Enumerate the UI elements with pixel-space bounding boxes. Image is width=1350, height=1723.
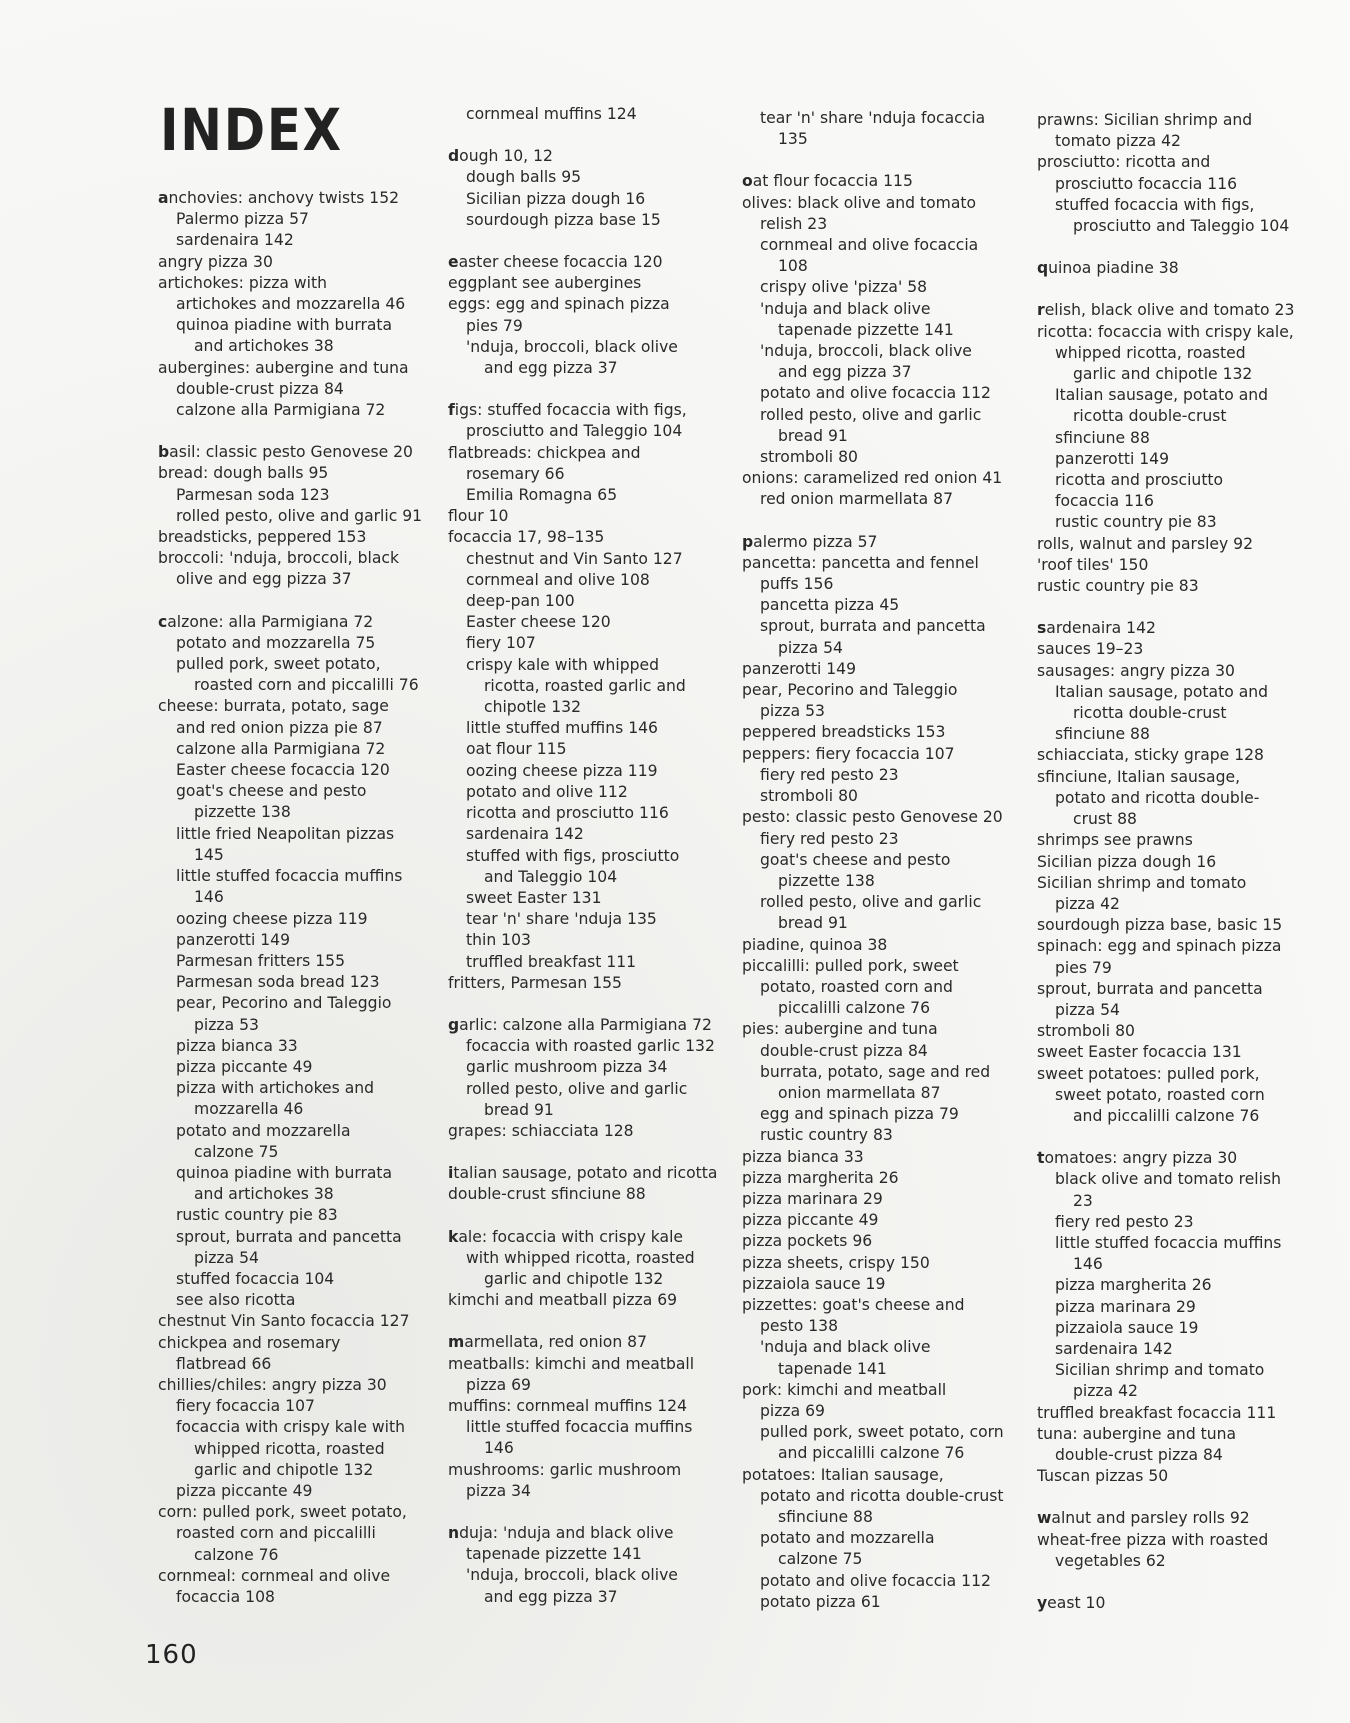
index-subentry: mozzarella 46: [194, 1100, 304, 1119]
index-subentry: calzone alla Parmigiana 72: [176, 401, 386, 420]
index-subentry: ricotta and prosciutto 116: [466, 804, 669, 823]
index-entry: rustic country pie 83: [1037, 577, 1199, 596]
index-subentry: crust 88: [1073, 810, 1137, 829]
index-subentry: rolled pesto, olive and garlic: [760, 405, 982, 424]
index-entry: mushrooms: garlic mushroom: [448, 1460, 682, 1479]
index-subentry: rolled pesto, olive and garlic: [466, 1079, 688, 1098]
index-subentry: 'nduja, broccoli, black olive: [466, 1566, 678, 1585]
index-subentry: tear 'n' share 'nduja 135: [466, 910, 657, 929]
index-subentry: pizza 42: [1073, 1382, 1138, 1401]
index-subentry: 135: [778, 130, 808, 149]
index-entry: corn: pulled pork, sweet potato,: [158, 1503, 407, 1522]
page-title: INDEX: [160, 96, 343, 164]
index-entry: pizza marinara 29: [742, 1189, 883, 1208]
index-subentry: oozing cheese pizza 119: [466, 761, 658, 780]
index-subentry: sfinciune 88: [778, 1508, 873, 1526]
index-entry: sardenaira 142: [1037, 619, 1156, 638]
section-gap: [448, 994, 728, 1015]
index-subentry: Parmesan fritters 155: [176, 951, 346, 970]
index-subentry: rolled pesto, olive and garlic: [760, 893, 982, 912]
section-gap: [158, 421, 438, 442]
index-entry: prosciutto: ricotta and: [1037, 153, 1211, 172]
index-subentry: olive and egg pizza 37: [176, 570, 352, 589]
index-entry: pizza margherita 26: [742, 1168, 899, 1187]
index-entry: focaccia 17, 98–135: [448, 528, 605, 547]
index-subentry: Easter cheese focaccia 120: [176, 761, 390, 780]
index-subentry: rosemary 66: [466, 464, 565, 483]
index-subentry: potato and ricotta double-crust: [760, 1486, 1004, 1505]
index-subentry: crispy kale with whipped: [466, 655, 660, 674]
index-entry: dough 10, 12: [448, 147, 553, 166]
index-entry: Sicilian pizza dough 16: [1037, 852, 1217, 871]
section-gap: [1037, 1127, 1317, 1148]
index-subentry: rustic country 83: [760, 1126, 893, 1145]
index-entry: pies: aubergine and tuna: [742, 1020, 938, 1039]
index-entry: sprout, burrata and pancetta: [1037, 979, 1263, 998]
index-subentry: sardenaira 142: [1055, 1339, 1173, 1358]
index-subentry: burrata, potato, sage and red: [760, 1062, 991, 1081]
index-entry: prawns: Sicilian shrimp and: [1037, 111, 1253, 129]
index-subentry: Easter cheese 120: [466, 613, 611, 632]
index-subentry: sardenaira 142: [466, 825, 584, 844]
index-subentry: garlic and chipotle 132: [484, 1269, 664, 1288]
index-subentry: oozing cheese pizza 119: [176, 909, 368, 928]
index-subentry: rolled pesto, olive and garlic 91: [176, 506, 423, 525]
index-subentry: tomato pizza 42: [1055, 132, 1181, 151]
index-subentry: rustic country pie 83: [176, 1206, 338, 1225]
index-subentry: pizza piccante 49: [176, 1481, 313, 1500]
index-subentry: potato and mozzarella: [176, 1121, 351, 1140]
index-entry: pork: kimchi and meatball: [742, 1380, 947, 1399]
index-subentry: pesto 138: [760, 1317, 838, 1336]
index-subentry: pizza 53: [194, 1015, 259, 1034]
index-subentry: garlic and chipotle 132: [1073, 365, 1253, 384]
index-subentry: pizza with artichokes and: [176, 1079, 375, 1098]
index-subentry: pizza 42: [1055, 894, 1120, 913]
index-entry: basil: classic pesto Genovese 20: [158, 443, 413, 462]
index-entry: sfinciune, Italian sausage,: [1037, 767, 1241, 786]
index-subentry: goat's cheese and pesto: [176, 782, 367, 801]
index-entry: grapes: schiacciata 128: [448, 1121, 634, 1140]
section-gap: [448, 1206, 728, 1227]
index-subentry: piccalilli calzone 76: [778, 999, 931, 1018]
index-entry: breadsticks, peppered 153: [158, 528, 367, 547]
index-subentry: pancetta pizza 45: [760, 596, 900, 615]
index-subentry: pies 79: [1055, 958, 1112, 977]
index-subentry: fiery red pesto 23: [1055, 1212, 1194, 1231]
index-entry: shrimps see prawns: [1037, 831, 1193, 850]
index-entry: quinoa piadine 38: [1037, 259, 1179, 278]
index-subentry: ricotta, roasted garlic and: [484, 676, 686, 695]
index-subentry: 146: [194, 888, 224, 907]
index-entry: sweet Easter focaccia 131: [1037, 1043, 1242, 1062]
index-subentry: vegetables 62: [1055, 1551, 1166, 1570]
index-subentry: little stuffed focaccia muffins: [1055, 1233, 1282, 1252]
index-entry: marmellata, red onion 87: [448, 1333, 648, 1352]
index-subentry: roasted corn and piccalilli: [176, 1524, 376, 1543]
index-entry: yeast 10: [1037, 1594, 1106, 1612]
section-gap: [1037, 597, 1317, 618]
index-subentry: sprout, burrata and pancetta: [760, 617, 986, 636]
index-subentry: Italian sausage, potato and: [1055, 682, 1269, 701]
index-subentry: pizzette 138: [778, 871, 875, 890]
index-entry: pizza piccante 49: [742, 1211, 879, 1230]
index-entry: Sicilian shrimp and tomato: [1037, 873, 1247, 892]
index-subentry: tapenade 141: [778, 1359, 887, 1378]
index-entry: pear, Pecorino and Taleggio: [742, 681, 958, 700]
index-subentry: Parmesan soda bread 123: [176, 973, 380, 992]
index-entry: rolls, walnut and parsley 92: [1037, 534, 1254, 553]
index-subentry: calzone 76: [194, 1545, 279, 1564]
index-entry: double-crust sfinciune 88: [448, 1185, 646, 1204]
index-subentry: pizza 54: [194, 1248, 259, 1267]
index-entry: pizza bianca 33: [742, 1147, 864, 1166]
index-subentry: potato and olive focaccia 112: [760, 384, 991, 403]
section-gap: [448, 1502, 728, 1523]
index-subentry: double-crust pizza 84: [760, 1041, 928, 1060]
index-entry: eggs: egg and spinach pizza: [448, 295, 670, 314]
section-gap: [1037, 237, 1317, 258]
index-entry: olives: black olive and tomato: [742, 193, 977, 212]
index-subentry: double-crust pizza 84: [1055, 1445, 1223, 1464]
section-gap: [448, 125, 728, 146]
index-subentry: cornmeal and olive focaccia: [760, 236, 979, 255]
index-entry: nduja: 'nduja and black olive: [448, 1523, 674, 1542]
index-subentry: stuffed focaccia with figs,: [1055, 195, 1255, 214]
index-subentry: pizza marinara 29: [1055, 1297, 1196, 1316]
index-subentry: cornmeal muffins 124: [466, 105, 637, 123]
index-subentry: sfinciune 88: [1055, 428, 1150, 447]
index-entry: palermo pizza 57: [742, 532, 878, 551]
index-entry: stromboli 80: [1037, 1022, 1135, 1041]
index-subentry: quinoa piadine with burrata: [176, 1163, 393, 1182]
index-subentry: focaccia 116: [1055, 492, 1154, 511]
index-entry: peppers: fiery focaccia 107: [742, 744, 955, 763]
index-subentry: potato and mozzarella 75: [176, 633, 376, 652]
index-entry: muffins: cornmeal muffins 124: [448, 1396, 688, 1415]
index-subentry: potato and ricotta double-: [1055, 788, 1260, 807]
section-gap: [1037, 1572, 1317, 1593]
index-entry: sauces 19–23: [1037, 640, 1144, 659]
index-subentry: stromboli 80: [760, 448, 858, 467]
index-entry: sourdough pizza base, basic 15: [1037, 916, 1283, 935]
page-number: 160: [145, 1640, 198, 1670]
index-entry: spinach: egg and spinach pizza: [1037, 937, 1282, 956]
index-subentry: deep-pan 100: [466, 592, 575, 611]
index-subentry: quinoa piadine with burrata: [176, 316, 393, 335]
index-subentry: and piccalilli calzone 76: [778, 1444, 965, 1463]
index-subentry: whipped ricotta, roasted: [194, 1439, 385, 1458]
index-subentry: 23: [1073, 1191, 1093, 1210]
index-entry: flour 10: [448, 507, 509, 526]
index-entry: schiacciata, sticky grape 128: [1037, 746, 1264, 765]
index-subentry: pizzaiola sauce 19: [1055, 1318, 1199, 1337]
index-entry: pizzettes: goat's cheese and: [742, 1295, 965, 1314]
index-subentry: Parmesan soda 123: [176, 485, 330, 504]
index-entry: flatbreads: chickpea and: [448, 443, 641, 462]
index-subentry: sprout, burrata and pancetta: [176, 1227, 402, 1246]
index-subentry: 'nduja and black olive: [760, 299, 931, 318]
index-subentry: and egg pizza 37: [778, 363, 912, 382]
index-subentry: pizzette 138: [194, 803, 291, 822]
index-entry: pizza pockets 96: [742, 1232, 873, 1251]
index-entry: artichokes: pizza with: [158, 273, 328, 292]
index-entry: pizzaiola sauce 19: [742, 1274, 886, 1293]
index-subentry: egg and spinach pizza 79: [760, 1105, 959, 1124]
index-subentry: 'nduja and black olive: [760, 1338, 931, 1357]
index-entry: italian sausage, potato and ricotta: [448, 1164, 718, 1183]
index-subentry: tear 'n' share 'nduja focaccia: [760, 109, 986, 127]
index-subentry: calzone 75: [778, 1550, 863, 1569]
index-column-1: [158, 188, 438, 1608]
index-entry: ricotta: focaccia with crispy kale,: [1037, 322, 1294, 341]
index-entry: potatoes: Italian sausage,: [742, 1465, 944, 1484]
index-subentry: ricotta double-crust: [1073, 704, 1227, 723]
index-entry: chickpea and rosemary: [158, 1333, 341, 1352]
index-subentry: pizza 54: [1055, 1000, 1120, 1019]
index-entry: aubergines: aubergine and tuna: [158, 358, 409, 377]
index-entry: tomatoes: angry pizza 30: [1037, 1149, 1238, 1168]
index-subentry: bread 91: [484, 1100, 554, 1119]
section-gap: [448, 1142, 728, 1163]
index-subentry: little stuffed focaccia muffins: [176, 867, 403, 886]
index-subentry: whipped ricotta, roasted: [1055, 343, 1246, 362]
index-entry: pesto: classic pesto Genovese 20: [742, 808, 1003, 827]
index-column-3: [742, 108, 1022, 1613]
index-subentry: garlic mushroom pizza 34: [466, 1058, 668, 1077]
index-subentry: 145: [194, 845, 224, 864]
section-gap: [742, 150, 1022, 171]
index-subentry: pizza 54: [778, 638, 843, 657]
index-subentry: dough balls 95: [466, 168, 582, 187]
section-gap: [448, 231, 728, 252]
section-gap: [448, 379, 728, 400]
index-subentry: 'nduja, broccoli, black olive: [466, 337, 678, 356]
index-subentry: sweet Easter 131: [466, 888, 602, 907]
index-entry: 'roof tiles' 150: [1037, 555, 1149, 574]
index-entry: tuna: aubergine and tuna: [1037, 1424, 1237, 1443]
index-subentry: tapenade pizzette 141: [466, 1545, 642, 1564]
index-column-2: [448, 104, 728, 1608]
index-entry: fritters, Parmesan 155: [448, 973, 622, 992]
index-subentry: ricotta and prosciutto: [1055, 471, 1224, 490]
index-entry: wheat-free pizza with roasted: [1037, 1530, 1269, 1549]
index-subentry: pizza 69: [760, 1401, 825, 1420]
index-entry: peppered breadsticks 153: [742, 723, 946, 742]
index-subentry: artichokes and mozzarella 46: [176, 295, 406, 314]
index-subentry: puffs 156: [760, 575, 834, 594]
index-subentry: rustic country pie 83: [1055, 513, 1217, 532]
index-subentry: pizza piccante 49: [176, 1057, 313, 1076]
index-subentry: see also ricotta: [176, 1291, 296, 1310]
index-subentry: oat flour 115: [466, 740, 567, 759]
index-subentry: potato, roasted corn and: [760, 977, 953, 996]
index-subentry: pulled pork, sweet potato, corn: [760, 1423, 1004, 1442]
index-subentry: panzerotti 149: [176, 930, 291, 949]
index-subentry: bread 91: [778, 426, 848, 445]
section-gap: [448, 1311, 728, 1332]
index-subentry: focaccia 108: [176, 1588, 275, 1606]
index-subentry: prosciutto and Taleggio 104: [1073, 217, 1290, 236]
index-subentry: fiery red pesto 23: [760, 829, 899, 848]
index-subentry: and piccalilli calzone 76: [1073, 1106, 1260, 1125]
index-subentry: little stuffed muffins 146: [466, 719, 658, 738]
index-subentry: red onion marmellata 87: [760, 490, 954, 509]
index-entry: cheese: burrata, potato, sage: [158, 697, 389, 716]
index-subentry: Italian sausage, potato and: [1055, 386, 1269, 405]
index-subentry: sardenaira 142: [176, 231, 294, 250]
index-subentry: and egg pizza 37: [484, 359, 618, 378]
index-entry: cornmeal: cornmeal and olive: [158, 1566, 391, 1585]
index-subentry: Emilia Romagna 65: [466, 486, 618, 505]
index-entry: chillies/chiles: angry pizza 30: [158, 1375, 387, 1394]
index-subentry: stromboli 80: [760, 787, 858, 806]
index-subentry: potato and mozzarella: [760, 1529, 935, 1548]
index-subentry: cornmeal and olive 108: [466, 570, 650, 589]
index-subentry: thin 103: [466, 931, 531, 950]
index-subentry: fiery 107: [466, 634, 536, 653]
index-subentry: and red onion pizza pie 87: [176, 718, 383, 737]
index-entry: garlic: calzone alla Parmigiana 72: [448, 1015, 712, 1034]
index-subentry: Sicilian shrimp and tomato: [1055, 1361, 1265, 1380]
index-subentry: crispy olive 'pizza' 58: [760, 278, 928, 297]
index-entry: kimchi and meatball pizza 69: [448, 1291, 678, 1310]
index-subentry: fiery focaccia 107: [176, 1397, 315, 1416]
section-gap: [1037, 279, 1317, 300]
index-subentry: and egg pizza 37: [484, 1587, 618, 1606]
index-subentry: Palermo pizza 57: [176, 210, 309, 229]
index-subentry: chipotle 132: [484, 698, 581, 717]
index-entry: piadine, quinoa 38: [742, 935, 888, 954]
index-entry: sweet potatoes: pulled pork,: [1037, 1064, 1260, 1083]
index-subentry: flatbread 66: [176, 1354, 272, 1373]
section-gap: [158, 591, 438, 612]
index-subentry: black olive and tomato relish: [1055, 1170, 1281, 1189]
index-entry: pancetta: pancetta and fennel: [742, 553, 979, 572]
index-subentry: focaccia with roasted garlic 132: [466, 1037, 715, 1056]
index-subentry: prosciutto and Taleggio 104: [466, 422, 683, 441]
index-subentry: pizza 53: [760, 702, 825, 721]
index-entry: angry pizza 30: [158, 252, 273, 271]
index-entry: chestnut Vin Santo focaccia 127: [158, 1312, 410, 1331]
index-subentry: pear, Pecorino and Taleggio: [176, 994, 392, 1013]
index-entry: piccalilli: pulled pork, sweet: [742, 956, 959, 975]
index-subentry: potato pizza 61: [760, 1592, 881, 1611]
index-entry: eggplant see aubergines: [448, 274, 642, 293]
index-subentry: sfinciune 88: [1055, 725, 1150, 744]
index-entry: truffled breakfast focaccia 111: [1037, 1403, 1277, 1422]
index-subentry: calzone alla Parmigiana 72: [176, 739, 386, 758]
index-subentry: 'nduja, broccoli, black olive: [760, 342, 972, 361]
index-subentry: pizza 69: [466, 1375, 531, 1394]
index-entry: figs: stuffed focaccia with figs,: [448, 401, 687, 420]
index-subentry: bread 91: [778, 914, 848, 933]
index-entry: kale: focaccia with crispy kale: [448, 1227, 684, 1246]
index-entry: onions: caramelized red onion 41: [742, 469, 1003, 488]
index-subentry: panzerotti 149: [1055, 449, 1170, 468]
index-subentry: tapenade pizzette 141: [778, 320, 954, 339]
index-entry: oat flour focaccia 115: [742, 172, 913, 191]
index-subentry: pizza bianca 33: [176, 1036, 298, 1055]
index-subentry: double-crust pizza 84: [176, 379, 344, 398]
index-entry: sausages: angry pizza 30: [1037, 661, 1235, 680]
index-subentry: relish 23: [760, 214, 828, 233]
index-subentry: pies 79: [466, 316, 523, 335]
index-subentry: calzone 75: [194, 1142, 279, 1161]
index-subentry: and artichokes 38: [194, 337, 334, 356]
section-gap: [1037, 1487, 1317, 1508]
index-subentry: Sicilian pizza dough 16: [466, 189, 646, 208]
index-subentry: and artichokes 38: [194, 1185, 334, 1204]
index-entry: easter cheese focaccia 120: [448, 253, 663, 272]
index-subentry: ricotta double-crust: [1073, 407, 1227, 426]
index-entry: relish, black olive and tomato 23: [1037, 301, 1295, 320]
index-subentry: pulled pork, sweet potato,: [176, 655, 381, 674]
index-entry: pizza sheets, crispy 150: [742, 1253, 930, 1272]
index-entry: broccoli: 'nduja, broccoli, black: [158, 549, 399, 568]
index-subentry: fiery red pesto 23: [760, 765, 899, 784]
index-entry: meatballs: kimchi and meatball: [448, 1354, 695, 1373]
index-entry: panzerotti 149: [742, 659, 857, 678]
index-subentry: potato and olive focaccia 112: [760, 1571, 991, 1590]
index-subentry: onion marmellata 87: [778, 1083, 941, 1102]
index-subentry: sourdough pizza base 15: [466, 210, 661, 229]
index-subentry: and Taleggio 104: [484, 867, 618, 886]
index-entry: anchovies: anchovy twists 152: [158, 189, 400, 207]
index-subentry: with whipped ricotta, roasted: [466, 1248, 695, 1267]
section-gap: [742, 511, 1022, 532]
index-entry: walnut and parsley rolls 92: [1037, 1509, 1250, 1528]
index-subentry: 146: [484, 1439, 514, 1458]
index-subentry: chestnut and Vin Santo 127: [466, 549, 683, 568]
index-subentry: pizza 34: [466, 1481, 531, 1500]
index-subentry: roasted corn and piccalilli 76: [194, 676, 419, 695]
index-entry: bread: dough balls 95: [158, 464, 329, 483]
index-subentry: potato and olive 112: [466, 782, 628, 801]
index-subentry: pizza margherita 26: [1055, 1276, 1212, 1295]
index-subentry: truffled breakfast 111: [466, 952, 637, 971]
index-subentry: little stuffed focaccia muffins: [466, 1418, 693, 1437]
index-subentry: prosciutto focaccia 116: [1055, 174, 1238, 193]
index-subentry: 108: [778, 257, 808, 276]
index-subentry: goat's cheese and pesto: [760, 850, 951, 869]
index-entry: Tuscan pizzas 50: [1037, 1467, 1169, 1486]
index-subentry: 146: [1073, 1255, 1103, 1274]
index-subentry: little fried Neapolitan pizzas: [176, 824, 395, 843]
index-entry: calzone: alla Parmigiana 72: [158, 612, 374, 631]
index-subentry: focaccia with crispy kale with: [176, 1418, 405, 1437]
index-subentry: sweet potato, roasted corn: [1055, 1085, 1265, 1104]
index-subentry: garlic and chipotle 132: [194, 1460, 374, 1479]
index-subentry: stuffed focaccia 104: [176, 1269, 335, 1288]
index-subentry: stuffed with figs, prosciutto: [466, 846, 680, 865]
index-column-4: [1037, 110, 1317, 1614]
